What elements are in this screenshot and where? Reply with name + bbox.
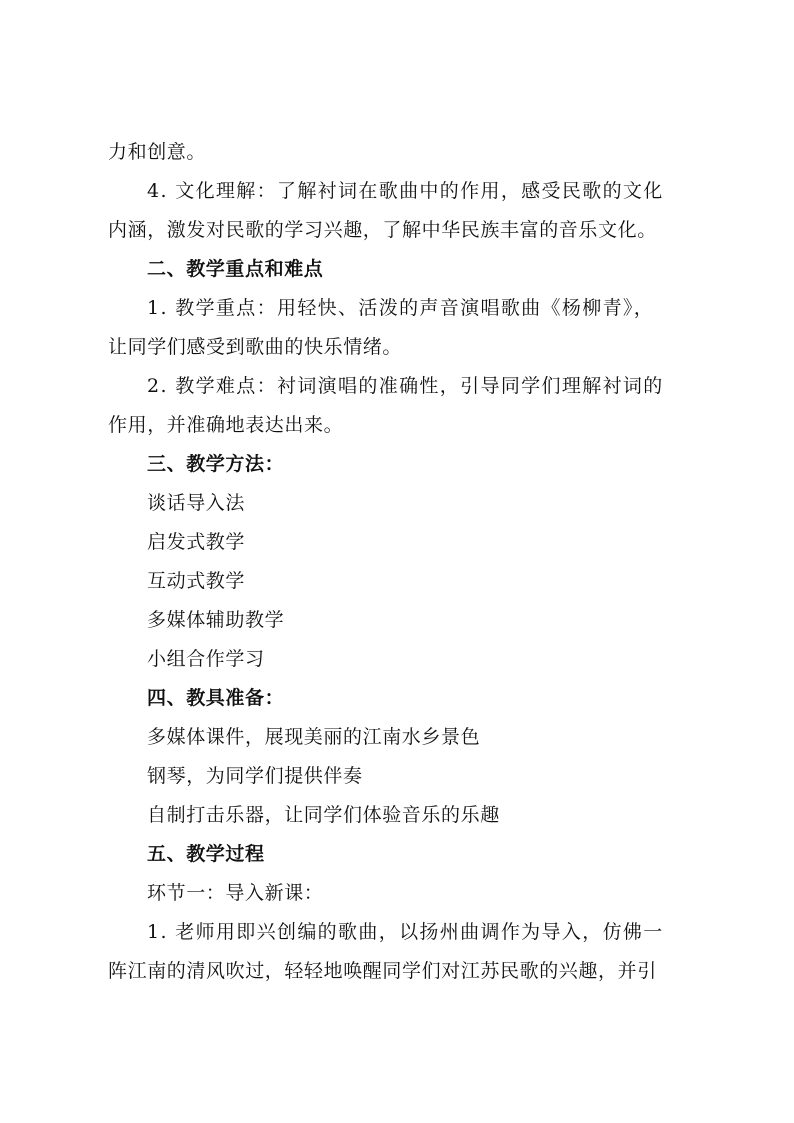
- paragraph-line: 阵江南的清风吹过，轻轻地唤醒同学们对江苏民歌的兴趣，并引: [108, 960, 657, 982]
- list-item: 小组合作学习: [147, 648, 265, 670]
- paragraph-line: 2. 教学难点：衬词演唱的准确性，引导同学们理解衬词的: [147, 375, 664, 397]
- paragraph-line: 内涵，激发对民歌的学习兴趣，了解中华民族丰富的音乐文化。: [108, 219, 657, 241]
- list-item: 启发式教学: [147, 531, 246, 553]
- list-item: 互动式教学: [147, 570, 246, 592]
- list-item: 多媒体辅助教学: [147, 609, 285, 631]
- subsection-heading: 环节一：导入新课：: [147, 882, 324, 904]
- paragraph-line: 4. 文化理解：了解衬词在歌曲中的作用，感受民歌的文化: [147, 180, 664, 202]
- section-heading: 五、教学过程: [147, 843, 265, 865]
- list-item: 谈话导入法: [147, 492, 246, 514]
- paragraph-line: 1. 老师用即兴创编的歌曲，以扬州曲调作为导入，仿佛一: [147, 921, 664, 943]
- section-heading: 三、教学方法：: [147, 453, 285, 475]
- paragraph-line: 让同学们感受到歌曲的快乐情绪。: [108, 336, 403, 358]
- list-item: 钢琴，为同学们提供伴奏: [147, 765, 363, 787]
- list-item: 自制打击乐器，让同学们体验音乐的乐趣: [147, 804, 500, 826]
- section-heading: 四、教具准备：: [147, 687, 285, 709]
- paragraph-line: 作用，并准确地表达出来。: [108, 414, 344, 436]
- list-item: 多媒体课件，展现美丽的江南水乡景色: [147, 726, 481, 748]
- paragraph-line: 力和创意。: [108, 141, 207, 163]
- section-heading: 二、教学重点和难点: [147, 258, 324, 280]
- paragraph-line: 1. 教学重点：用轻快、活泼的声音演唱歌曲《杨柳青》，: [147, 297, 655, 319]
